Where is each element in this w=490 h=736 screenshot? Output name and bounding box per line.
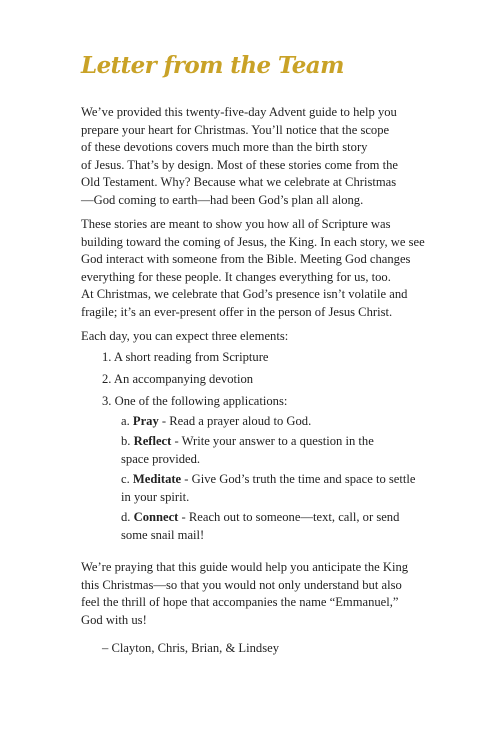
application-name: Reflect (133, 434, 172, 448)
application-prefix: c. (121, 472, 133, 486)
application-reflect (121, 433, 374, 468)
list-intro: Each day, you can expect three elements: (81, 329, 289, 343)
application-name: Connect (133, 510, 179, 524)
application-meditate (121, 471, 415, 506)
paragraph-line: everything for these people. It changes everything for us, too. (81, 269, 391, 284)
list-item-applications: 3. One of the following applications: (102, 394, 288, 408)
paragraph-line: fragile; it’s an ever-present offer in the person of Jesus Christ. (81, 304, 393, 319)
paragraph-line: building toward the coming of Jesus, the King. In each story, we see (81, 234, 425, 249)
paragraph-line: We’re praying that this guide would help you anticipate the King (81, 560, 409, 574)
application-prefix: b. (121, 434, 134, 448)
application-name: Meditate (132, 472, 182, 486)
list-item-devotion: 2. An accompanying devotion (102, 372, 254, 386)
paragraph-line: prepare your heart for Christmas. You’ll notice that the scope (81, 122, 390, 137)
paragraph-scripture-stories (81, 216, 425, 322)
application-prefix: d. (121, 510, 134, 524)
application-prefix: a. (121, 414, 133, 428)
signature: – Clayton, Chris, Brian, & Lindsey (102, 641, 280, 655)
application-description: - Write your answer to a question in the (171, 434, 374, 448)
application-description: - Read a prayer aloud to God. (158, 414, 312, 428)
application-description: some snail mail! (121, 527, 205, 542)
application-connect (121, 509, 399, 544)
application-name: Pray (132, 414, 159, 428)
paragraph-line: God with us! (81, 612, 147, 627)
page-title: Letter from the Team (81, 52, 344, 79)
paragraph-line: God interact with someone from the Bible. Meeting God changes (81, 252, 411, 267)
application-description: - Reach out to someone—text, call, or send (178, 510, 400, 524)
paragraph-line: this Christmas—so that you would not only understand but also (81, 577, 402, 592)
paragraph-line: of Jesus. That’s by design. Most of these stories come from the (81, 157, 399, 172)
application-pray (121, 413, 311, 431)
paragraph-line: of these devotions covers much more than the birth story (81, 140, 368, 155)
paragraph-closing-prayer (81, 559, 408, 629)
list-item-reading: 1. A short reading from Scripture (102, 350, 269, 364)
paragraph-line: feel the thrill of hope that accompanies the name “Emmanuel,” (81, 595, 399, 610)
paragraph-line: These stories are meant to show you how all of Scripture was (81, 217, 391, 231)
paragraph-line: At Christmas, we celebrate that God’s presence isn’t volatile and (81, 287, 408, 302)
application-description: space provided. (121, 451, 201, 466)
application-description: in your spirit. (121, 489, 190, 504)
paragraph-line: We’ve provided this twenty-five-day Advent guide to help you (81, 105, 397, 119)
paragraph-line: Old Testament. Why? Because what we celebrate at Christmas (81, 175, 397, 190)
paragraph-line: —God coming to earth—had been God’s plan all along. (81, 192, 364, 207)
application-description: - Give God’s truth the time and space to settle (181, 472, 416, 486)
paragraph-intro-advent-guide (81, 104, 398, 210)
